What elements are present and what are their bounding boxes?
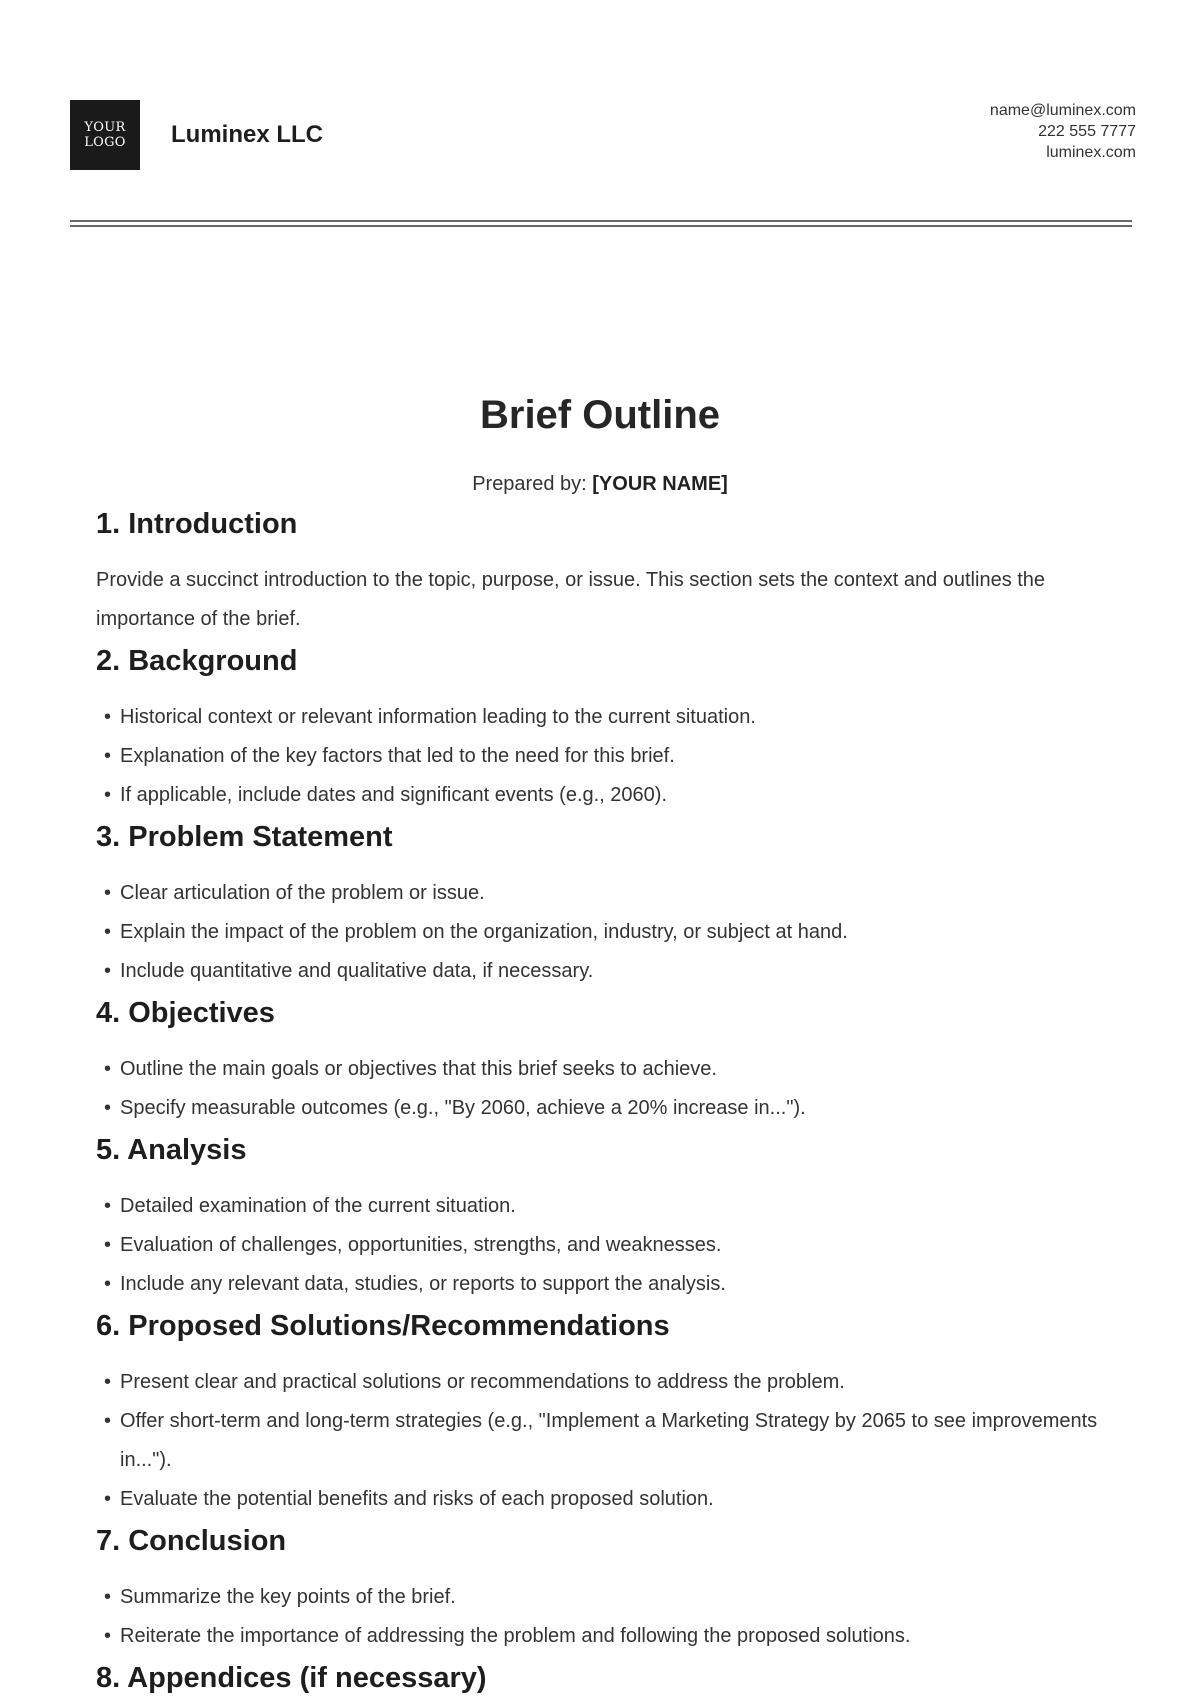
company-logo: [70, 100, 140, 170]
contact-website: luminex.com: [1046, 144, 1136, 161]
section-heading: 7. Conclusion: [96, 1525, 287, 1557]
section-proposed-solutions: [96, 1304, 1106, 1519]
list-item: • Evaluate the potential benefits and risks of each proposed solution.: [96, 1480, 1106, 1519]
list-item: • Offer short-term and long-term strategies (e.g., "Implement a Marketing Strategy by 2065 to see improvements in...").: [96, 1402, 1106, 1480]
section-heading: 5. Analysis: [96, 1134, 247, 1166]
section-heading: 1. Introduction: [96, 508, 298, 540]
section-heading: 4. Objectives: [96, 997, 275, 1029]
section-problem-statement: [96, 815, 1106, 991]
section-heading: 3. Problem Statement: [96, 821, 393, 853]
header-divider-bottom: [70, 225, 1132, 227]
bullet-list: [96, 1578, 1106, 1656]
letterhead: [70, 100, 1136, 172]
company-name: Luminex LLC: [171, 121, 324, 148]
list-item: • Evaluation of challenges, opportunities, strengths, and weaknesses.: [96, 1226, 1106, 1265]
list-item: • Specify measurable outcomes (e.g., "By 2060, achieve a 20% increase in...").: [96, 1089, 1106, 1128]
list-item: • Explanation of the key factors that led to the need for this brief.: [96, 737, 1106, 776]
bullet-list: [96, 1187, 1106, 1304]
bullet-list: [96, 698, 1106, 815]
list-item: • Historical context or relevant information leading to the current situation.: [96, 698, 1106, 737]
list-item: • Present clear and practical solutions or recommendations to address the problem.: [96, 1363, 1106, 1402]
list-item: • Clear articulation of the problem or issue.: [96, 874, 1106, 913]
list-item: • If applicable, include dates and significant events (e.g., 2060).: [96, 776, 1106, 815]
contact-info: [990, 100, 1136, 163]
list-item: • Explain the impact of the problem on the organization, industry, or subject at hand.: [96, 913, 1106, 952]
document-title: Brief Outline: [479, 393, 721, 437]
section-analysis: [96, 1128, 1106, 1304]
section-heading: 6. Proposed Solutions/Recommendations: [96, 1310, 670, 1342]
bullet-list: [96, 874, 1106, 991]
list-item: • Detailed examination of the current situation.: [96, 1187, 1106, 1226]
document-body: [96, 502, 1106, 1700]
bullet-list: [96, 1050, 1106, 1128]
logo-line-1: YOUR: [84, 120, 126, 135]
list-item: • Reiterate the importance of addressing the problem and following the proposed solutions.: [96, 1617, 1106, 1656]
contact-email: name@luminex.com: [989, 102, 1136, 119]
prepared-by-label: Prepared by:: [472, 473, 587, 495]
section-conclusion: [96, 1519, 1106, 1656]
contact-phone: 222 555 7777: [1038, 123, 1136, 140]
section-heading: 2. Background: [96, 645, 298, 677]
section-background: [96, 639, 1106, 815]
section-heading: 8. Appendices (if necessary): [96, 1662, 487, 1694]
section-appendices: [96, 1656, 1106, 1700]
header-divider-top: [70, 220, 1132, 222]
list-item: • Outline the main goals or objectives that this brief seeks to achieve.: [96, 1050, 1106, 1089]
prepared-by: [0, 473, 1200, 496]
list-item: • Include any relevant data, studies, or reports to support the analysis.: [96, 1265, 1106, 1304]
logo-line-2: LOGO: [84, 135, 126, 150]
list-item: • Summarize the key points of the brief.: [96, 1578, 1106, 1617]
section-paragraph: Provide a succinct introduction to the topic, purpose, or issue. This section sets the context and outlines the importance of the brief.: [96, 569, 1046, 630]
section-introduction: [96, 502, 1106, 639]
prepared-by-name: [YOUR NAME]: [592, 473, 728, 495]
list-item: • Include quantitative and qualitative data, if necessary.: [96, 952, 1106, 991]
bullet-list: [96, 1363, 1106, 1519]
section-objectives: [96, 991, 1106, 1128]
